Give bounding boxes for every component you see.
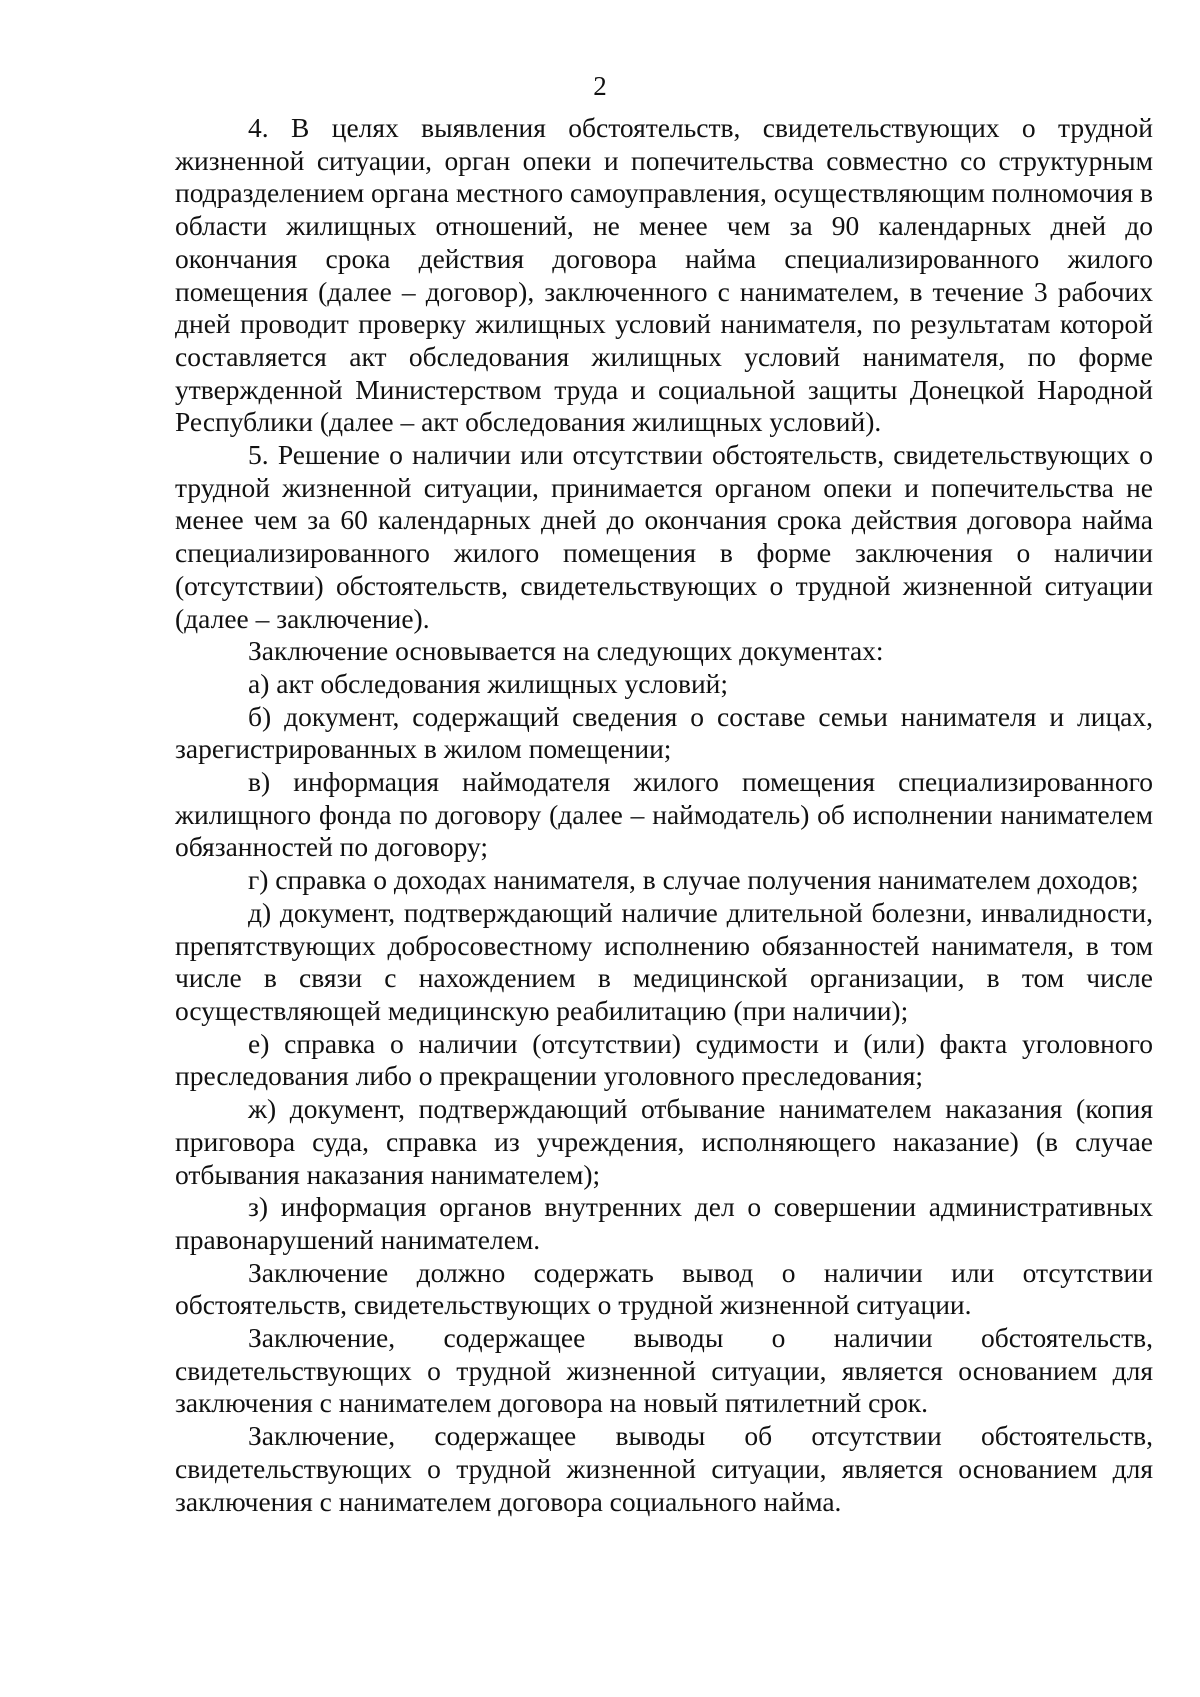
conclusion-negative-outcome: Заключение, содержащее выводы об отсутствии обстоятельств, свидетельствующих о трудной жизненной ситуации, является основанием для заключения с нанимателем договора социального найма. (175, 1420, 1153, 1517)
page-number: 2 (593, 71, 607, 101)
conclusion-positive-outcome: Заключение, содержащее выводы о наличии обстоятельств, свидетельствующих о трудной жизненной ситуации, является основанием для заключения с нанимателем договора на новый пятилетний срок. (175, 1322, 1153, 1419)
paragraph-4-survey: 4. В целях выявления обстоятельств, свидетельствующих о трудной жизненной ситуации, орган опеки и попечительства совместно со структурным подразделением органа местного самоуправления, осуществляющим полномочия в области жилищных отношений, не менее чем за 90 календарных дней до окончания срока действия договора найма специализированного жилого помещения (далее – договор), заключенного с нанимателем, в течение 3 рабочих дней проводит проверку жилищных условий нанимателя, по результатам которой составляется акт обследования жилищных условий нанимателя, по форме утвержденной Министерством труда и социальной защиты Донецкой Народной Республики (далее – акт обследования жилищных условий). (175, 112, 1153, 438)
document-body (175, 112, 1153, 1518)
list-item-e: е) справка о наличии (отсутствии) судимости и (или) факта уголовного преследования либо о прекращении уголовного преследования; (175, 1027, 1153, 1092)
list-item-a: а) акт обследования жилищных условий; (248, 667, 729, 699)
list-item-zh: ж) документ, подтверждающий отбывание нанимателем наказания (копия приговора суда, справка из учреждения, исполняющего наказание) (в случае отбывания наказания нанимателем); (175, 1093, 1153, 1190)
paragraph-5-decision: 5. Решение о наличии или отсутствии обстоятельств, свидетельствующих о трудной жизненной ситуации, принимается органом опеки и попечительства не менее чем за 60 календарных дней до окончания срока действия договора найма специализированного жилого помещения в форме заключения о наличии (отсутствии) обстоятельств, свидетельствующих о трудной жизненной ситуации (далее – заключение). (175, 439, 1153, 634)
list-item-z: з) информация органов внутренних дел о совершении административных правонарушений нанимателем. (175, 1191, 1153, 1255)
list-item-d: д) документ, подтверждающий наличие длительной болезни, инвалидности, препятствующих добросовестному исполнению обязанностей нанимателя, в том числе в связи с нахождением в медицинской организации, в том числе осуществляющей медицинскую реабилитацию (при наличии); (175, 896, 1153, 1026)
documents-intro: Заключение основывается на следующих документах: (248, 635, 884, 667)
list-item-b: б) документ, содержащий сведения о составе семьи нанимателя и лицах, зарегистрированных в жилом помещении; (175, 700, 1153, 765)
conclusion-content-requirement: Заключение должно содержать вывод о наличии или отсутствии обстоятельств, свидетельствующих о трудной жизненной ситуации. (175, 1256, 1153, 1321)
list-item-g: г) справка о доходах нанимателя, в случае получения нанимателем доходов; (248, 864, 1139, 896)
list-item-v: в) информация наймодателя жилого помещения специализированного жилищного фонда по договору (далее – наймодатель) об исполнении нанимателем обязанностей по договору; (175, 766, 1153, 863)
